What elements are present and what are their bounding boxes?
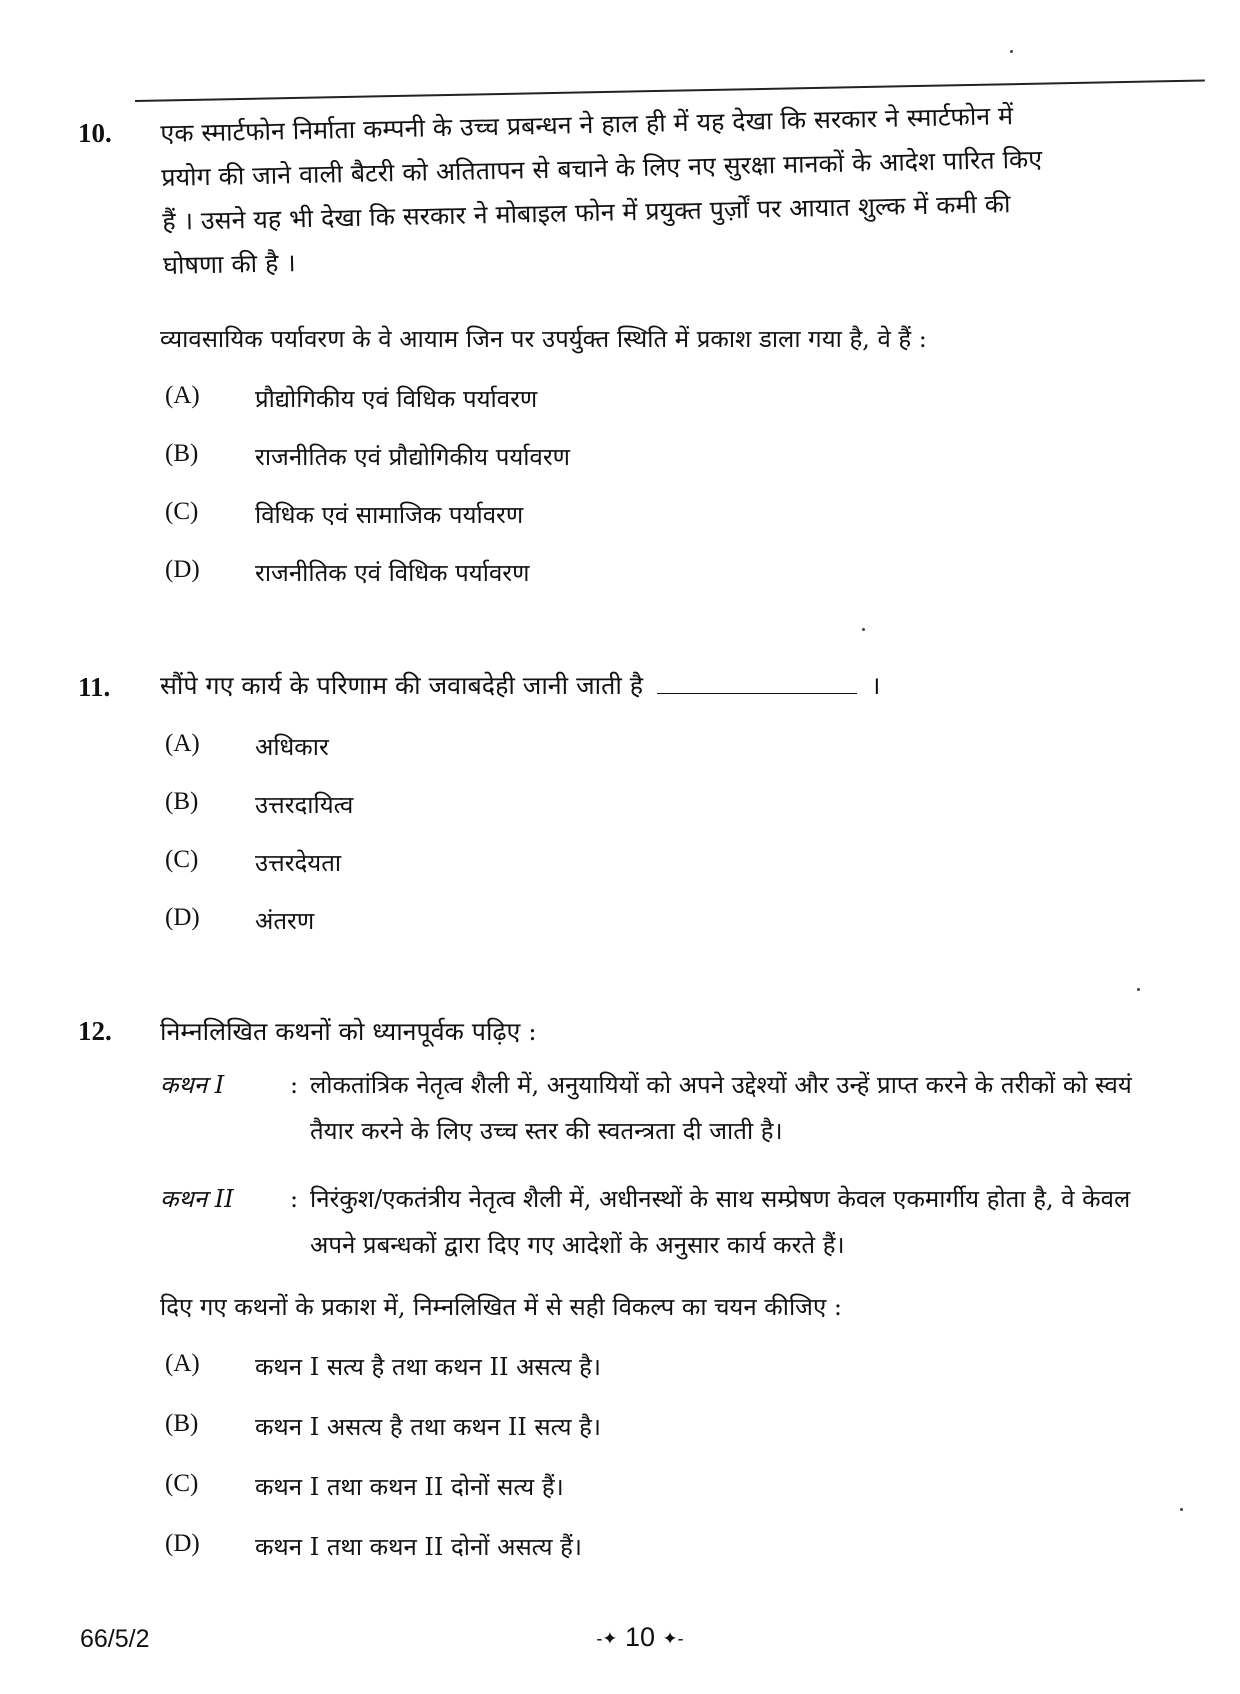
q10-stem-line: प्रयोग की जाने वाली बैटरी को अतितापन से बचाने के लिए नए सुरक्षा मानकों के आदेश पारित किए	[161, 144, 1043, 192]
q10-number: 10.	[78, 118, 112, 148]
statement-text: लोकतांत्रिक नेतृत्व शैली में, अनुयायियों को अपने उद्देश्यों और उन्हें प्राप्त करने के तरीकों को स्वयं तैयार करने के लिए उच्च स्तर की स्वतन्त्रता दी जाती है।	[310, 1071, 1132, 1145]
scan-speck	[1180, 1508, 1183, 1511]
option-text: राजनीतिक एवं प्रौद्योगिकीय पर्यावरण	[255, 443, 570, 471]
option-label: (D)	[165, 1530, 200, 1557]
q12-option-c[interactable]	[165, 1470, 1115, 1503]
scan-speck	[1010, 50, 1013, 53]
option-label: (B)	[165, 1410, 199, 1437]
option-text: कथन I तथा कथन II दोनों असत्य हैं।	[255, 1533, 583, 1561]
statement-text: निरंकुश/एकतंत्रीय नेतृत्व शैली में, अधीनस्थों के साथ सम्प्रेषण केवल एकमार्गीय होता है, वे केवल अपने प्रबन्धकों द्वारा दिए गए आदेशों के अनुसार कार्य करते हैं।	[310, 1185, 1131, 1259]
q11-option-d[interactable]	[165, 904, 1115, 937]
option-label: (A)	[165, 382, 200, 409]
q10-option-a[interactable]	[165, 382, 1115, 415]
q11-number: 11.	[78, 672, 111, 702]
page-number-value: 10	[624, 1622, 656, 1652]
q10-option-d[interactable]	[165, 556, 1115, 589]
option-label: (C)	[165, 846, 199, 873]
scan-speck	[1137, 988, 1140, 991]
statement-label: कथन II	[160, 1185, 234, 1213]
option-text: प्रौद्योगिकीय एवं विधिक पर्यावरण	[255, 385, 538, 413]
q10-instruction: व्यावसायिक पर्यावरण के वे आयाम जिन पर उपर्युक्त स्थिति में प्रकाश डाला गया है, वे हैं :	[160, 325, 927, 353]
option-label: (D)	[165, 556, 200, 583]
statement-colon: :	[290, 1185, 299, 1213]
q12-option-d[interactable]	[165, 1530, 1115, 1563]
q12-option-b[interactable]	[165, 1410, 1115, 1443]
scan-speck	[862, 628, 865, 631]
q12-instruction: दिए गए कथनों के प्रकाश में, निम्नलिखित में से सही विकल्प का चयन कीजिए :	[160, 1293, 842, 1321]
option-text: कथन I सत्य है तथा कथन II असत्य है।	[255, 1353, 602, 1381]
option-label: (A)	[165, 1350, 200, 1377]
q10-stem-line: घोषणा की है ।	[162, 248, 297, 280]
option-text: अंतरण	[255, 907, 315, 935]
option-label: (B)	[165, 788, 199, 815]
q11-stem	[160, 664, 1160, 708]
q11-stem-text: सौंपे गए कार्य के परिणाम की जवाबदेही जानी जाती है	[160, 671, 644, 700]
ornament-right-icon: ✦-	[662, 1628, 684, 1649]
q11-option-b[interactable]	[165, 788, 1115, 821]
option-label: (A)	[165, 730, 200, 757]
option-text: राजनीतिक एवं विधिक पर्यावरण	[255, 559, 530, 587]
option-label: (D)	[165, 904, 200, 931]
option-text: कथन I असत्य है तथा कथन II सत्य है।	[255, 1413, 602, 1441]
q12-number: 12.	[78, 1016, 112, 1046]
ornament-left-icon: -✦	[596, 1628, 618, 1649]
option-label: (B)	[165, 440, 199, 467]
paper-code: 66/5/2	[80, 1625, 150, 1653]
q12-statement-1	[160, 1062, 1150, 1154]
fill-in-blank	[657, 671, 857, 694]
statement-label: कथन I	[160, 1071, 225, 1099]
q10-stem-line: हैं । उसने यह भी देखा कि सरकार ने मोबाइल फोन में प्रयुक्त पुर्ज़ों पर आयात शुल्क में कमी की	[161, 189, 1011, 236]
option-label: (C)	[165, 1470, 199, 1497]
option-text: कथन I तथा कथन II दोनों सत्य हैं।	[255, 1473, 564, 1501]
option-text: उत्तरदायित्व	[255, 791, 354, 819]
q11-option-c[interactable]	[165, 846, 1115, 879]
q12-option-a[interactable]	[165, 1350, 1115, 1383]
q11-option-a[interactable]	[165, 730, 1115, 763]
q10-option-b[interactable]	[165, 440, 1115, 473]
q10-stem-line: एक स्मार्टफोन निर्माता कम्पनी के उच्च प्रबन्धन ने हाल ही में यह देखा कि सरकार ने स्मार्टफोन में	[160, 101, 1014, 148]
option-text: विधिक एवं सामाजिक पर्यावरण	[255, 501, 524, 529]
q12-statement-2	[160, 1176, 1150, 1268]
statement-colon: :	[290, 1071, 299, 1099]
q12-stem: निम्नलिखित कथनों को ध्यानपूर्वक पढ़िए :	[160, 1017, 537, 1046]
page-number	[570, 1622, 710, 1653]
q10-stem	[160, 91, 1163, 288]
option-text: अधिकार	[255, 733, 329, 761]
q10-option-c[interactable]	[165, 498, 1115, 531]
option-label: (C)	[165, 498, 199, 525]
q11-stem-end: ।	[870, 671, 881, 700]
option-text: उत्तरदेयता	[255, 849, 342, 877]
